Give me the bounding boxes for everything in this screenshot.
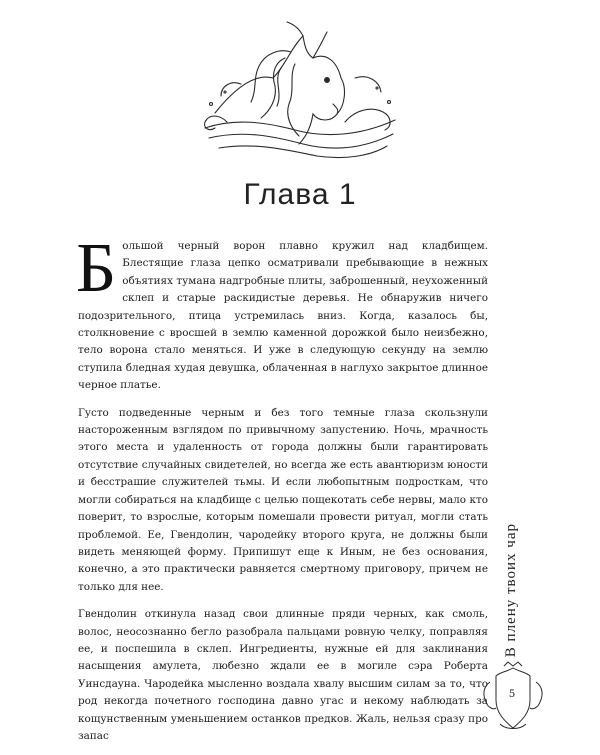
paragraph-3: Гвендолин откинула назад свои длинные пряди черных, как смоль, волос, неосознанно бегло разобрала пальцами ровную челку, поправляя ее, и поспешила в склеп. Ингредиенты, нужные ей для заклинания насыщения амулета, любезно ждали ее в могиле сэра Роберта Уинсдауна. Чародейка мысленно воздала хвалу высшим силам за то, что род некогда почетного господина давно угас и некому наблюдать за кощунственным уменьшением останков предков. Жаль, нельзя сразу про запас — [78, 608, 488, 742]
paragraph-2: Густо подведенные черным и без того темные глаза скользнули настороженным взглядом по привычному запустению. Ночь, мрачность этого места и удаленность от города должны были гарантировать отсутствие случайных свидетелей, но всегда же есть авантюризм юности и бесстрашие служителей тьмы. И если любопытным подросткам, что могли собираться на кладбище с целью пощекотать себе нервы, мало кто поверит, то взрослые, которым помешали провести ритуал, могли стать проблемой. Ее, Гвендолин, чародейку второго круга, не должны были видеть меняющей форму. Припишут еще к Иным, не без основания, конечно, а это практически равняется смертному приговору, причем не только для нее. — [78, 406, 488, 593]
page-number: 5 — [508, 689, 516, 700]
book-title-text: В плену твоих чар — [502, 522, 519, 658]
paragraph-1-text: ольшой черный ворон плавно кружил над кладбищем. Блестящие глаза цепко осматривали пребывающие в нежных объятиях тумана надгробные плиты, заброшенный, неухоженный склеп и старые раскидистые деревья. Не обнаружив ничего подозрительного, птица устремилась вниз. Когда, казалось бы, столкновение с вросшей в землю каменной дорожкой было неизбежно, тело ворона стало меняться. И уже в следующую секунду на землю ступила бледная худая девушка, облаченная в наглухо закрытое длинное черное платье. — [78, 240, 488, 392]
horse-emblem-icon — [195, 18, 405, 168]
running-book-title — [500, 500, 522, 680]
body-text — [76, 230, 488, 755]
drop-cap: Б — [76, 230, 117, 307]
paragraph-1 — [76, 230, 488, 395]
chapter-title: Глава 1 — [243, 178, 357, 211]
